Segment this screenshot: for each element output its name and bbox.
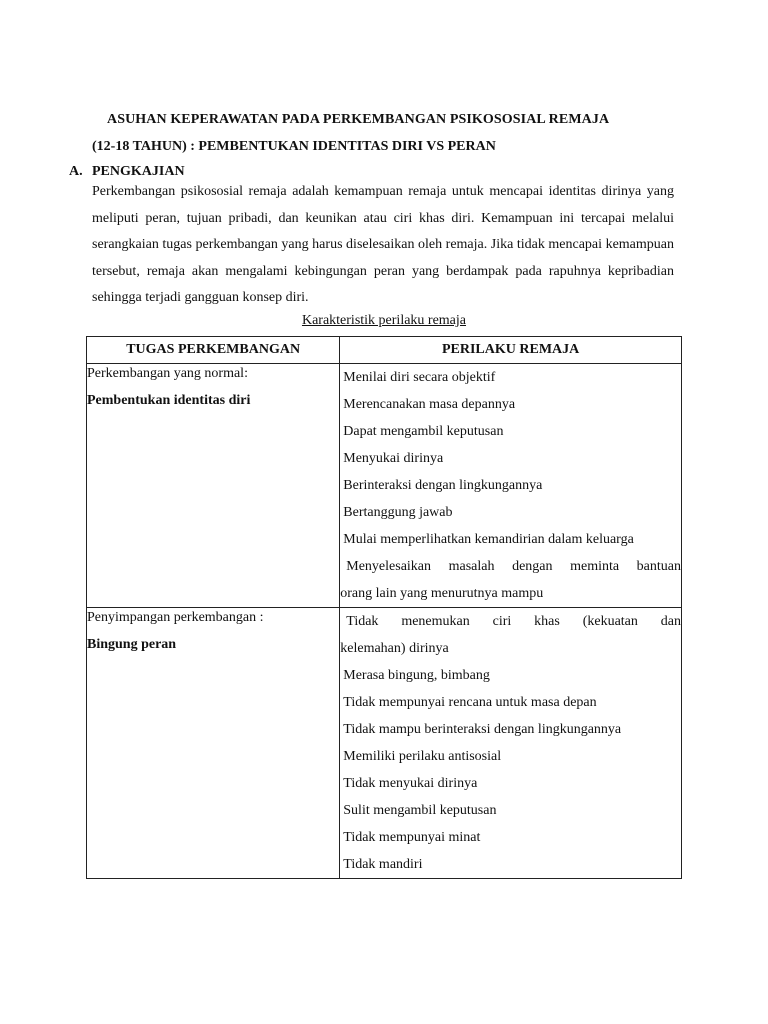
behavior-item: Memiliki perilaku antisosial — [343, 749, 502, 764]
behavior-item: Tidak menemukan ciri khas (kekuatan dan — [346, 614, 681, 629]
document-title-line2: (12-18 TAHUN) : PEMBENTUKAN IDENTITAS DIRI VS PERAN — [92, 139, 496, 154]
behavior-item: kelemahan) dirinya — [340, 641, 449, 656]
table-caption: Karakteristik perilaku remaja — [301, 313, 467, 328]
row-label: Perkembangan yang normal: — [87, 366, 248, 381]
behavior-item: Menilai diri secara objektif — [343, 370, 496, 385]
behavior-item: Merasa bingung, bimbang — [343, 668, 490, 683]
section-heading — [69, 164, 185, 180]
behavior-item: Tidak mandiri — [343, 857, 423, 872]
row-label: Penyimpangan perkembangan : — [87, 610, 264, 625]
table-row — [87, 608, 682, 879]
behavior-item: Tidak mampu berinteraksi dengan lingkungannya — [343, 722, 622, 737]
behavior-item: Tidak menyukai dirinya — [343, 776, 478, 791]
row-normal-left — [87, 364, 340, 608]
behavior-item: Tidak mempunyai minat — [343, 830, 481, 845]
section-number: A. — [69, 164, 83, 179]
intro-paragraph: Perkembangan psikososial remaja adalah kemampuan remaja untuk mencapai identitas dirinya yang meliputi peran, tujuan pribadi, dan keunikan atau ciri khas diri. Kemampuan ini tercapai melalui serangkaian tugas perkembangan yang harus diselesaikan oleh remaja. Jika tidak mencapai kemampuan tersebut, remaja akan mengalami kebingungan peran yang berdampak pada rapuhnya kepribadian sehingga terjadi gangguan konsep diri. — [92, 184, 674, 305]
behavior-item: Sulit mengambil keputusan — [343, 803, 497, 818]
row-deviation-behaviors — [340, 608, 682, 879]
header-perilaku: PERILAKU REMAJA — [340, 337, 682, 364]
behavior-item: Merencanakan masa depannya — [343, 397, 516, 412]
table-row — [87, 364, 682, 608]
document-title-line1: ASUHAN KEPERAWATAN PADA PERKEMBANGAN PSIKOSOSIAL REMAJA — [107, 112, 610, 127]
behavior-item: Tidak mempunyai rencana untuk masa depan — [343, 695, 597, 710]
behavior-item: Berinteraksi dengan lingkungannya — [343, 478, 543, 493]
behavior-item: Mulai memperlihatkan kemandirian dalam keluarga — [343, 532, 634, 547]
header-tugas: TUGAS PERKEMBANGAN — [87, 337, 340, 364]
section-title: PENGKAJIAN — [92, 164, 185, 179]
behavior-item: Menyelesaikan masalah dengan meminta bantuan — [346, 559, 681, 574]
behavior-item: orang lain yang menurutnya mampu — [340, 586, 544, 601]
behavior-item: Menyukai dirinya — [343, 451, 444, 466]
table-header-row — [87, 337, 682, 364]
row-normal-behaviors — [340, 364, 682, 608]
behavior-table — [86, 336, 682, 879]
behavior-item: Dapat mengambil keputusan — [343, 424, 504, 439]
row-value: Bingung peran — [87, 637, 177, 652]
row-value: Pembentukan identitas diri — [87, 393, 251, 408]
behavior-item: Bertanggung jawab — [343, 505, 453, 520]
row-deviation-left — [87, 608, 340, 879]
